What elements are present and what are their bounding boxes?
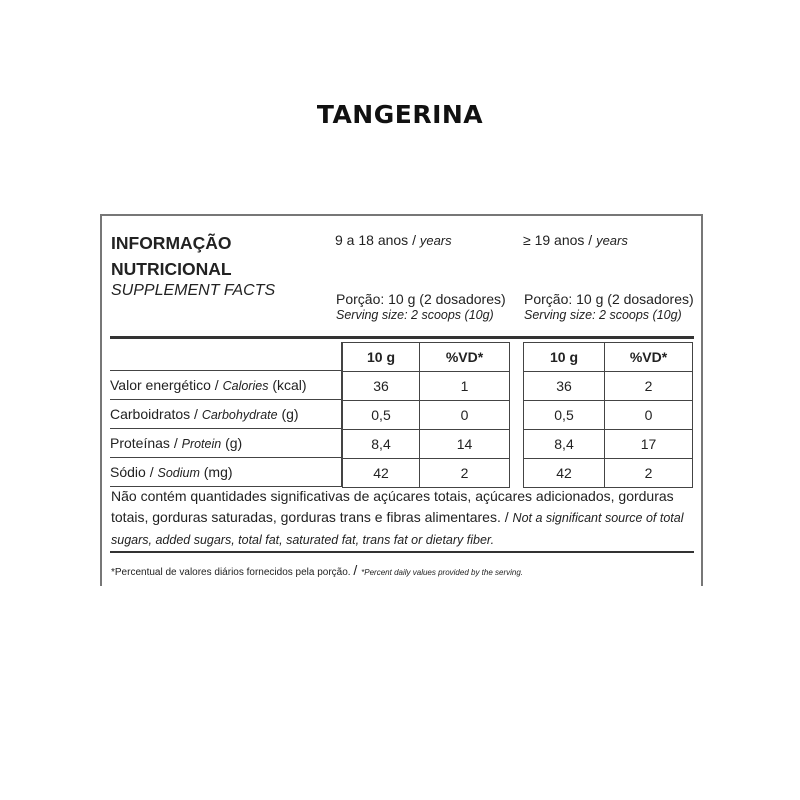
value-cell: 36 — [343, 372, 420, 401]
values-table-group-1 — [342, 342, 510, 488]
portion-2-pt: Porção: 10 g (2 dosadores) — [524, 291, 694, 307]
footnote-pt: *Percentual de valores diários fornecidos pela porção. — [111, 567, 351, 578]
value-cell: 36 — [524, 372, 605, 401]
portion-2-en: Serving size: 2 scoops (10g) — [524, 308, 682, 322]
col-dv-header: %VD* — [605, 343, 693, 372]
col-amount-header: 10 g — [343, 343, 420, 372]
page-title: TANGERINA — [316, 100, 484, 129]
col-amount-header: 10 g — [524, 343, 605, 372]
portion-group-2 — [524, 291, 694, 322]
footnote: *Percentual de valores diários fornecidos pela porção. / *Percent daily values provided by the serving. — [111, 562, 524, 578]
note-en: Not a significant source of total sugars, added sugars, total fat, saturated fat, trans fat or dietary fiber. — [111, 511, 684, 547]
age-group-1-label: 9 a 18 anos / years — [335, 232, 452, 248]
value-cell: 1 — [420, 372, 510, 401]
row-label-calories: Valor energético / Calories (kcal) — [110, 371, 342, 400]
value-cell: 2 — [605, 372, 693, 401]
header-divider — [110, 336, 694, 339]
value-cell: 0 — [420, 401, 510, 430]
value-cell: 0 — [605, 401, 693, 430]
value-cell: 0,5 — [343, 401, 420, 430]
value-cell: 2 — [420, 459, 510, 488]
heading-line-1: INFORMAÇÃO — [111, 233, 232, 253]
values-table-group-2 — [523, 342, 693, 488]
heading-line-2: NUTRICIONAL — [111, 259, 232, 279]
age-group-2-pt: ≥ 19 anos — [523, 232, 585, 248]
portion-group-1 — [336, 291, 506, 322]
value-cell: 17 — [605, 430, 693, 459]
value-cell: 42 — [524, 459, 605, 488]
row-label-protein: Proteínas / Protein (g) — [110, 429, 342, 458]
row-label-header — [110, 342, 342, 371]
footnote-en: *Percent daily values provided by the serving. — [361, 568, 524, 577]
value-cell: 8,4 — [343, 430, 420, 459]
note-pt: Não contém quantidades significativas de açúcares totais, açúcares adicionados, gorduras totais, gorduras saturadas, gorduras trans e fibras alimentares. — [111, 488, 674, 525]
row-label-carbohydrate: Carboidratos / Carbohydrate (g) — [110, 400, 342, 429]
age-group-2-en: years — [596, 233, 628, 248]
value-cell: 8,4 — [524, 430, 605, 459]
value-cell: 42 — [343, 459, 420, 488]
age-group-1-en: years — [419, 233, 452, 248]
value-cell: 2 — [605, 459, 693, 488]
age-group-1-pt: 9 a 18 anos — [335, 232, 409, 248]
row-label-sodium: Sódio / Sodium (mg) — [110, 458, 342, 487]
value-cell: 14 — [420, 430, 510, 459]
nutrition-facts-panel — [100, 214, 703, 586]
col-dv-header: %VD* — [420, 343, 510, 372]
value-cell: 0,5 — [524, 401, 605, 430]
portion-1-pt: Porção: 10 g (2 dosadores) — [336, 291, 506, 307]
row-labels-table — [110, 342, 342, 487]
footer-divider — [110, 551, 694, 553]
age-group-2-label: ≥ 19 anos / years — [523, 232, 628, 248]
portion-1-en: Serving size: 2 scoops (10g) — [336, 308, 494, 322]
significance-note: Não contém quantidades significativas de açúcares totais, açúcares adicionados, gorduras totais, gorduras saturadas, gorduras trans e fibras alimentares. / Not a significant source of total sugars, added sugars, total fat, saturated fat, trans fat or dietary fiber. — [111, 488, 684, 547]
panel-heading-en: SUPPLEMENT FACTS — [111, 282, 276, 299]
panel-heading-pt — [111, 230, 232, 282]
